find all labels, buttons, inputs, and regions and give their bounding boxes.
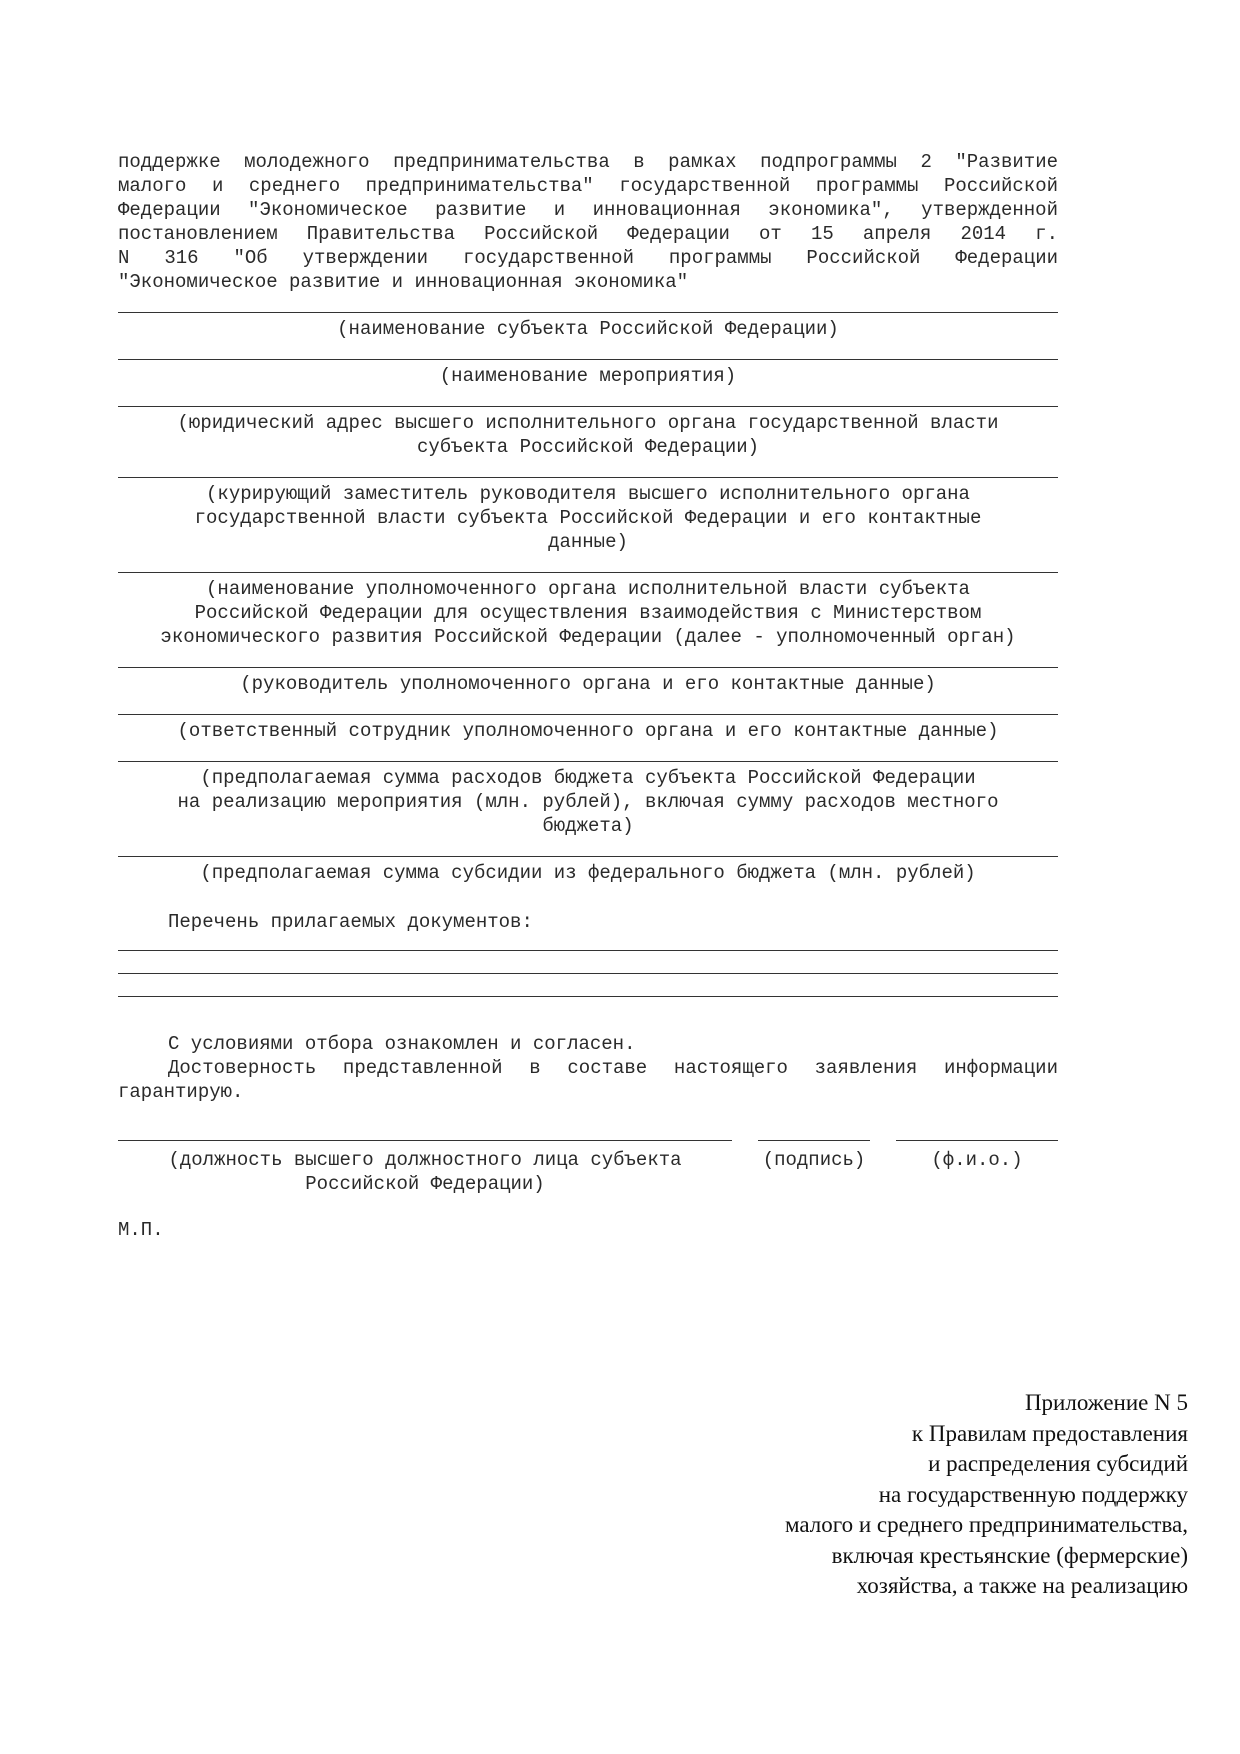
fill-in-line[interactable]: [118, 667, 1058, 668]
fill-in-line[interactable]: [118, 359, 1058, 360]
regional-expenses-field: [118, 761, 1058, 838]
document-line[interactable]: [118, 973, 1058, 974]
intro-line: Федерации "Экономическое развитие и инновационная экономика", утвержденной: [118, 199, 1058, 221]
fill-in-line[interactable]: [118, 856, 1058, 857]
federal-subsidy-field: [118, 856, 1058, 885]
position-line[interactable]: [118, 1140, 732, 1141]
legal-address-field: [118, 406, 1058, 459]
signature-caption: (подпись): [762, 1149, 866, 1171]
fill-in-line[interactable]: [118, 714, 1058, 715]
appendix-line: к Правилам предоставления: [911, 1420, 1188, 1446]
federal-subsidy-caption: (предполагаемая сумма субсидии из федерального бюджета (млн. рублей): [200, 862, 976, 884]
regional-expenses-caption: (предполагаемая сумма расходов бюджета субъекта Российской Федерации на реализацию мероприятия (млн. рублей), включая сумму расходов местного бюджета): [177, 767, 999, 837]
agreement-line: Достоверность представленной в составе настоящего заявления информации: [168, 1057, 1058, 1079]
intro-line: малого и среднего предпринимательства" государственной программы Российской: [118, 175, 1058, 197]
agreement-paragraph: [118, 1056, 1058, 1104]
agreement-line: гарантирую.: [118, 1081, 244, 1103]
document-line[interactable]: [118, 996, 1058, 997]
documents-list: [118, 950, 1058, 997]
position-caption: (должность высшего должностного лица субъекта Российской Федерации): [168, 1149, 682, 1195]
fill-in-line[interactable]: [118, 477, 1058, 478]
intro-paragraph: [118, 150, 1058, 294]
appendix-line: Приложение N 5: [1024, 1390, 1188, 1415]
responsible-employee-field: [118, 714, 1058, 743]
responsible-employee-caption: (ответственный сотрудник уполномоченного органа и его контактные данные): [177, 720, 999, 742]
fill-in-line[interactable]: [118, 406, 1058, 407]
fill-in-line[interactable]: [118, 572, 1058, 573]
appendix-line: и распределения субсидий: [928, 1451, 1188, 1476]
authorized-body-field: [118, 572, 1058, 649]
event-name-caption: (наименование мероприятия): [439, 365, 737, 387]
body-head-field: [118, 667, 1058, 696]
appendix-line: включая крестьянские (фермерские): [831, 1542, 1188, 1568]
name-line[interactable]: [896, 1140, 1058, 1141]
intro-line: "Экономическое развитие и инновационная экономика": [118, 271, 689, 293]
name-caption: (ф.и.о.): [931, 1149, 1023, 1171]
appendix-line: малого и среднего предпринимательства,: [784, 1512, 1188, 1537]
appendix-line: на государственную поддержку: [878, 1481, 1188, 1507]
legal-address-caption: (юридический адрес высшего исполнительного органа государственной власти субъекта Российской Федерации): [177, 412, 999, 458]
appendix-line: хозяйства, а также на реализацию: [856, 1573, 1188, 1598]
signature-line[interactable]: [758, 1140, 870, 1141]
fill-in-line[interactable]: [118, 312, 1058, 313]
appendix-header: [668, 1388, 1188, 1602]
intro-line: N 316 "Об утверждении государственной программы Российской Федерации: [118, 247, 1058, 269]
authorized-body-caption: (наименование уполномоченного органа исполнительной власти субъекта Российской Федерации для осуществления взаимодействия с Министерством экономического развития Российской Федерации (далее - уполномоченный орган): [160, 578, 1016, 648]
body-head-caption: (руководитель уполномоченного органа и его контактные данные): [240, 673, 936, 695]
deputy-head-field: [118, 477, 1058, 554]
document-line[interactable]: [118, 950, 1058, 951]
deputy-head-caption: (курирующий заместитель руководителя высшего исполнительного органа государственной власти субъекта Российской Федерации и его контактные данные): [194, 483, 982, 553]
intro-line: поддержке молодежного предпринимательства в рамках подпрограммы 2 "Развитие: [118, 151, 1058, 173]
agreement-line: С условиями отбора ознакомлен и согласен.: [168, 1033, 636, 1055]
event-name-field: [118, 359, 1058, 388]
stamp-placeholder: М.П.: [118, 1219, 164, 1241]
intro-line: постановлением Правительства Российской Федерации от 15 апреля 2014 г.: [118, 223, 1058, 245]
fill-in-line[interactable]: [118, 761, 1058, 762]
documents-label: Перечень прилагаемых документов:: [168, 911, 533, 933]
subject-name-field: [118, 312, 1058, 341]
subject-name-caption: (наименование субъекта Российской Федерации): [337, 318, 839, 340]
